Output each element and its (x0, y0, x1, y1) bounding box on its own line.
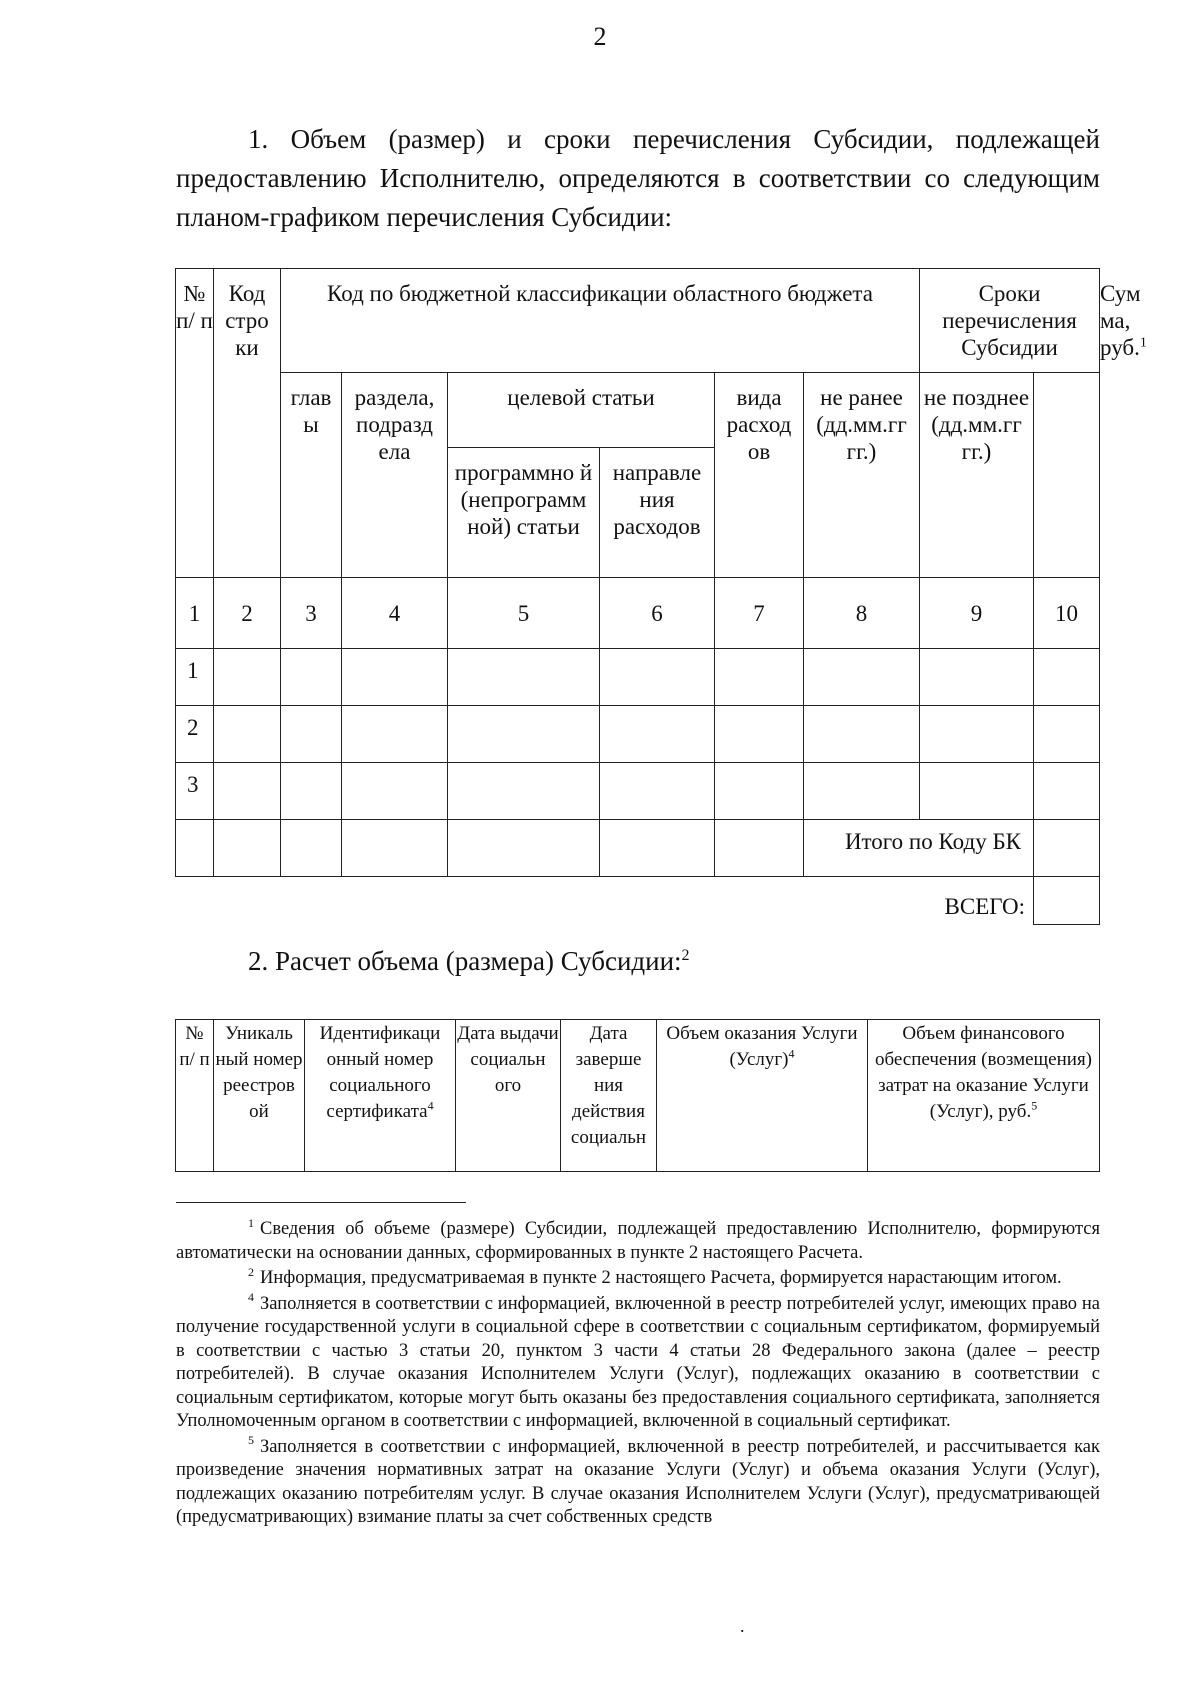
header-unique-registry-number: Уникаль ный номер реестров ой (214, 1020, 305, 1172)
grand-total-label: ВСЕГО: (176, 877, 1034, 925)
table-cell (715, 649, 804, 706)
table-cell (342, 706, 448, 763)
header-not-after: не позднее (дд.мм.гг гг.) (920, 373, 1034, 578)
header-target-article: целевой статьи (448, 373, 715, 448)
table-cell (920, 649, 1034, 706)
table-cell (214, 649, 281, 706)
header-chapter: глав ы (281, 373, 342, 578)
table-cell (342, 820, 448, 877)
table-cell (920, 706, 1034, 763)
header-expense-type: вида расход ов (715, 373, 804, 578)
column-number: 10 (1034, 578, 1100, 649)
header-financing-volume: Объем финансового обеспечения (возмещения) затрат на оказание Услуги (Услуг), руб.$^5$ (868, 1020, 1100, 1172)
table-cell (214, 763, 281, 820)
table-cell (448, 649, 600, 706)
footnote-mark: 5 (248, 1433, 254, 1448)
header-row-number: № п/ п (176, 269, 214, 578)
header-transfer-terms: Сроки перечисления Субсидии (920, 269, 1100, 373)
column-number: 5 (448, 578, 600, 649)
table-cell (600, 649, 715, 706)
table-cell (281, 763, 342, 820)
footnote: $^1$ Сведения об объеме (размере) Субсидии, подлежащей предоставлению Исполнителю, формируются автоматически на основании данных, сформированных в пункте 2 настоящего Расчета. (176, 1215, 1100, 1263)
scan-dot: . (740, 1616, 745, 1636)
column-number: 7 (715, 578, 804, 649)
table-cell (1034, 649, 1100, 706)
footnote-ref: 2 (681, 947, 690, 964)
table-cell (448, 763, 600, 820)
table-cell (804, 763, 920, 820)
total-row (176, 820, 1100, 877)
table-cell (281, 706, 342, 763)
footnote: $^5$ Заполняется в соответствии с информацией, включенной в реестр потребителей, и рассчитывается как произведение значения нормативных затрат на оказание Услуги (Услуг) и объема оказания Услуги (Услуг), подлежащих оказанию потребителям услуг. В случае оказания Исполнителем Услуги (Услуг), предусматривающей (предусматривающих) взимание платы за счет собственных средств (176, 1433, 1100, 1527)
table-cell (804, 649, 920, 706)
column-number: 1 (176, 578, 214, 649)
column-number: 9 (920, 578, 1034, 649)
table-cell (342, 763, 448, 820)
section-1-paragraph: 1. Объем (размер) и сроки перечисления Субсидии, подлежащей предоставлению Исполнителю, определяются в соответствии со следующим планом-графиком перечисления Субсидии: (176, 124, 1100, 232)
header-end-date: Дата заверше ния действия социальн (561, 1020, 657, 1172)
page-number: 2 (593, 22, 607, 51)
table-cell (715, 820, 804, 877)
table-row (176, 649, 1100, 706)
table-row (176, 706, 1100, 763)
footnotes (176, 1215, 1100, 1532)
table-cell (600, 763, 715, 820)
footnote-ref: 5 (1031, 1098, 1038, 1113)
header-expense-direction: направле ния расходов (600, 448, 715, 578)
footnote-mark: 4 (248, 1290, 254, 1305)
row-number: 2 (176, 706, 214, 763)
footnote-ref: 4 (788, 1046, 795, 1061)
column-number: 4 (342, 578, 448, 649)
total-by-code-value (1034, 820, 1100, 877)
footnote: $^2$ Информация, предусматриваемая в пункте 2 настоящего Расчета, формируется нарастающим итогом. (248, 1264, 1062, 1288)
footnote-mark: 1 (248, 1215, 254, 1230)
footnote-mark: 2 (248, 1264, 254, 1279)
table-cell (715, 763, 804, 820)
column-number: 8 (804, 578, 920, 649)
table-row (176, 763, 1100, 820)
header-not-before: не ранее (дд.мм.гг гг.) (804, 373, 920, 578)
header-certificate-id: Идентификаци онный номер социального сертификата$^4$ (305, 1020, 456, 1172)
table-cell (342, 649, 448, 706)
subsidy-calculation-table (175, 1019, 1100, 1172)
table-cell (920, 763, 1034, 820)
grand-total-value (1034, 877, 1100, 925)
footnote-ref: 1 (1139, 335, 1147, 351)
table-cell (176, 820, 214, 877)
header-line-code: Код стро ки (214, 269, 281, 578)
header-issue-date: Дата выдачи социальн ого (456, 1020, 561, 1172)
header-budget-classification: Код по бюджетной классификации областного бюджета (281, 269, 920, 373)
header-row-number: № п/ п (176, 1020, 214, 1172)
table-cell (281, 649, 342, 706)
footnote-separator (176, 1202, 466, 1203)
table-cell (281, 820, 342, 877)
subsidy-schedule-table: № п/ п Код стро ки Код по бюджетной классификации областного бюджета Сроки перечисления Субсидии Сум ма, руб.$^1$ глав ы раздела, подразд ела целевой статьи вида расход ов не ранее (дд.мм.гг гг.) не позднее (дд.мм.гг гг.) программно й (непрограмм ной) статьи направле ния расходов 1 2 3 4 5 6 7 8 9 10 1 2 3 Итого по Коду БК ВСЕГО: (175, 268, 1100, 925)
footnote: $^4$ Заполняется в соответствии с информацией, включенной в реестр потребителей услуг, имеющих право на получение государственной услуги в социальной сфере в соответствии с социальным сертификатом, формируемый в соответствии с частью 3 статьи 20, пунктом 3 части 4 статьи 28 Федерального закона (далее – реестр потребителей). В случае оказания Исполнителем Услуги (Услуг), подлежащих оказанию в соответствии с социальным сертификатом, которые могут быть оказаны без предоставления социального сертификата, заполняется Уполномоченным органом в соответствии с информацией, включенной в социальный сертификат. (176, 1290, 1100, 1431)
row-number: 3 (176, 763, 214, 820)
table-cell (448, 706, 600, 763)
header-program-article: программно й (непрограмм ной) статьи (448, 448, 600, 578)
table-cell (214, 820, 281, 877)
header-service-volume: Объем оказания Услуги (Услуг)$^4$ (657, 1020, 868, 1172)
table-cell (448, 820, 600, 877)
table-cell (214, 706, 281, 763)
column-number: 2 (214, 578, 281, 649)
row-number: 1 (176, 649, 214, 706)
table-cell (715, 706, 804, 763)
header-section: раздела, подразд ела (342, 373, 448, 578)
footnote-ref: 4 (427, 1098, 434, 1113)
table-cell (600, 820, 715, 877)
table-cell (1034, 763, 1100, 820)
column-number: 3 (281, 578, 342, 649)
total-by-code-label: Итого по Коду БК (804, 820, 1034, 877)
table-cell (804, 706, 920, 763)
table-cell (1034, 706, 1100, 763)
table-cell (600, 706, 715, 763)
column-number: 6 (600, 578, 715, 649)
section-2-heading: 2. Расчет объема (размера) Субсидии:$^2$ (248, 946, 690, 976)
